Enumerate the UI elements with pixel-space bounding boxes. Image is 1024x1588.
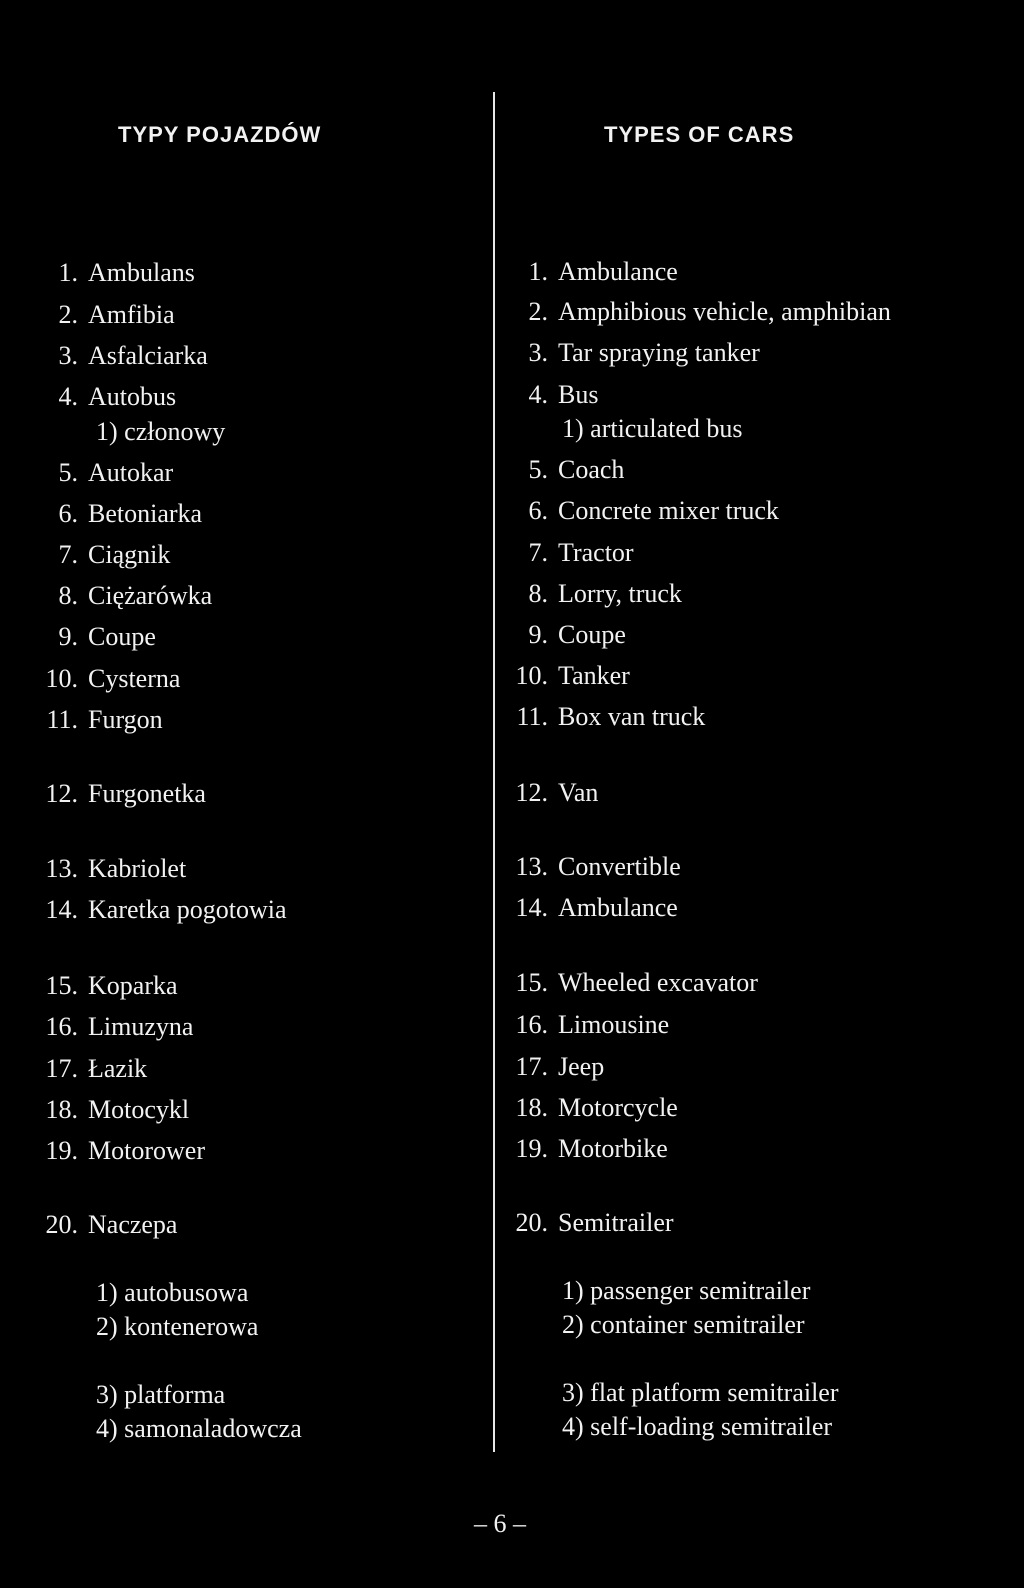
left-item-number: 13. <box>45 854 78 883</box>
right-item-number: 6. <box>528 496 548 525</box>
left-item-label: Autokar <box>88 458 174 487</box>
right-list-item <box>500 579 682 609</box>
left-list-item <box>8 971 178 1001</box>
right-list-item <box>500 1052 604 1082</box>
right-list-item <box>500 620 626 650</box>
left-list-item: 1) autobusowa <box>96 1278 249 1307</box>
right-item-label: Limousine <box>558 1010 670 1039</box>
right-list-item <box>500 257 678 287</box>
left-item-label: Łazik <box>88 1054 148 1083</box>
right-item-label: Tar spraying tanker <box>558 338 760 367</box>
left-item-label: Furgon <box>88 705 163 734</box>
right-item-label: Motorbike <box>558 1134 668 1163</box>
left-item-label: Ciągnik <box>88 540 171 569</box>
left-list-item <box>8 895 287 925</box>
right-list-item <box>500 1134 668 1164</box>
right-item-label: Lorry, truck <box>558 579 682 608</box>
left-list-item <box>8 705 163 735</box>
left-list-item <box>8 1210 177 1240</box>
right-list-item: 4) self-loading semitrailer <box>562 1412 833 1441</box>
left-item-number: 20. <box>45 1210 78 1239</box>
left-item-label: Motocykl <box>88 1095 190 1124</box>
right-item-label: Amphibious vehicle, amphibian <box>558 297 891 326</box>
right-item-label: Tractor <box>558 538 634 567</box>
right-item-number: 15. <box>515 968 548 997</box>
right-heading: TYPES OF CARS <box>604 122 795 147</box>
right-item-number: 1. <box>528 257 548 286</box>
right-item-label: Tanker <box>558 661 630 690</box>
left-list-item <box>8 1136 205 1166</box>
left-list-item <box>8 854 186 884</box>
left-list-item <box>8 1012 193 1042</box>
right-item-label: Box van truck <box>558 702 706 731</box>
right-list-item <box>500 1208 674 1238</box>
left-item-label: Koparka <box>88 971 178 1000</box>
right-list-item <box>500 1010 669 1040</box>
right-list-item <box>500 297 891 327</box>
left-item-number: 11. <box>46 705 78 734</box>
right-item-number: 12. <box>515 778 548 807</box>
left-item-label: Furgonetka <box>88 779 206 808</box>
left-list-item <box>8 1095 189 1125</box>
right-item-label: Semitrailer <box>558 1208 674 1237</box>
left-item-number: 7. <box>58 540 78 569</box>
right-item-number: 18. <box>515 1093 548 1122</box>
right-list-item <box>500 852 681 882</box>
right-item-label: Concrete mixer truck <box>558 496 779 525</box>
right-list-item: 1) articulated bus <box>562 414 743 443</box>
right-list-item <box>500 968 758 998</box>
right-list-item <box>500 702 705 732</box>
right-list-item <box>500 1093 678 1123</box>
left-item-label: Motorower <box>88 1136 205 1165</box>
right-list-item <box>500 455 624 485</box>
right-item-label: Coach <box>558 455 625 484</box>
right-item-number: 20. <box>515 1208 548 1237</box>
right-list-item: 1) passenger semitrailer <box>562 1276 811 1305</box>
left-list-item <box>8 1054 147 1084</box>
left-item-number: 10. <box>45 664 78 693</box>
left-item-number: 2. <box>58 300 78 329</box>
right-list-item <box>500 778 598 808</box>
right-list-item <box>500 338 760 368</box>
left-list-item <box>8 499 202 529</box>
right-item-label: Bus <box>558 380 599 409</box>
left-item-label: Cysterna <box>88 664 181 693</box>
left-heading: TYPY POJAZDÓW <box>118 122 322 147</box>
left-item-label: Coupe <box>88 622 156 651</box>
right-item-number: 11. <box>516 702 548 731</box>
right-item-number: 3. <box>528 338 548 367</box>
left-item-number: 12. <box>45 779 78 808</box>
left-item-label: Ciężarówka <box>88 581 213 610</box>
left-item-number: 6. <box>58 499 78 528</box>
right-item-label: Ambulance <box>558 893 678 922</box>
left-list-item <box>8 779 206 809</box>
left-item-label: Ambulans <box>88 258 195 287</box>
left-list-item: 1) członowy <box>96 417 226 446</box>
right-item-label: Ambulance <box>558 257 678 286</box>
right-item-number: 14. <box>515 893 548 922</box>
left-item-number: 17. <box>45 1054 78 1083</box>
left-list-item <box>8 540 170 570</box>
left-list-item <box>8 258 195 288</box>
right-item-number: 16. <box>515 1010 548 1039</box>
right-item-label: Motorcycle <box>558 1093 678 1122</box>
right-item-label: Van <box>558 778 599 807</box>
left-list-item: 4) samonaladowcza <box>96 1414 302 1443</box>
column-divider <box>493 92 495 1452</box>
left-item-number: 8. <box>58 581 78 610</box>
left-list-item: 3) platforma <box>96 1380 226 1409</box>
left-item-number: 1. <box>58 258 78 287</box>
left-item-label: Kabriolet <box>88 854 187 883</box>
left-item-number: 4. <box>58 382 78 411</box>
left-item-label: Limuzyna <box>88 1012 194 1041</box>
left-list-item <box>8 664 180 694</box>
right-list-item <box>500 661 630 691</box>
left-item-number: 5. <box>58 458 78 487</box>
right-item-number: 8. <box>528 579 548 608</box>
right-item-number: 17. <box>515 1052 548 1081</box>
right-item-number: 2. <box>528 297 548 326</box>
right-item-label: Coupe <box>558 620 626 649</box>
right-item-number: 7. <box>528 538 548 567</box>
right-list-item: 2) container semitrailer <box>562 1310 805 1339</box>
left-list-item <box>8 300 175 330</box>
right-item-number: 9. <box>528 620 548 649</box>
left-item-label: Karetka pogotowia <box>88 895 287 924</box>
right-list-item: 3) flat platform semitrailer <box>562 1378 839 1407</box>
left-list-item <box>8 622 156 652</box>
right-item-number: 4. <box>528 380 548 409</box>
right-item-number: 19. <box>515 1134 548 1163</box>
left-item-number: 16. <box>45 1012 78 1041</box>
right-item-number: 10. <box>515 661 548 690</box>
left-list-item <box>8 581 212 611</box>
right-item-number: 5. <box>528 455 548 484</box>
left-item-label: Naczepa <box>88 1210 178 1239</box>
right-list-item <box>500 893 678 923</box>
left-item-label: Betoniarka <box>88 499 203 528</box>
right-list-item <box>500 496 779 526</box>
left-item-number: 15. <box>45 971 78 1000</box>
left-item-number: 9. <box>58 622 78 651</box>
page-number: – 6 – <box>474 1509 526 1538</box>
right-list-item <box>500 538 634 568</box>
left-list-item <box>8 341 208 371</box>
left-item-number: 14. <box>45 895 78 924</box>
left-item-number: 19. <box>45 1136 78 1165</box>
left-list-item <box>8 458 173 488</box>
left-item-label: Asfalciarka <box>88 341 208 370</box>
left-item-number: 3. <box>58 341 78 370</box>
left-item-label: Autobus <box>88 382 177 411</box>
left-list-item: 2) kontenerowa <box>96 1312 259 1341</box>
right-item-number: 13. <box>515 852 548 881</box>
right-item-label: Wheeled excavator <box>558 968 758 997</box>
right-item-label: Convertible <box>558 852 681 881</box>
left-list-item <box>8 382 176 412</box>
left-item-number: 18. <box>45 1095 78 1124</box>
right-item-label: Jeep <box>558 1052 605 1081</box>
right-list-item <box>500 380 598 410</box>
left-item-label: Amfibia <box>88 300 175 329</box>
